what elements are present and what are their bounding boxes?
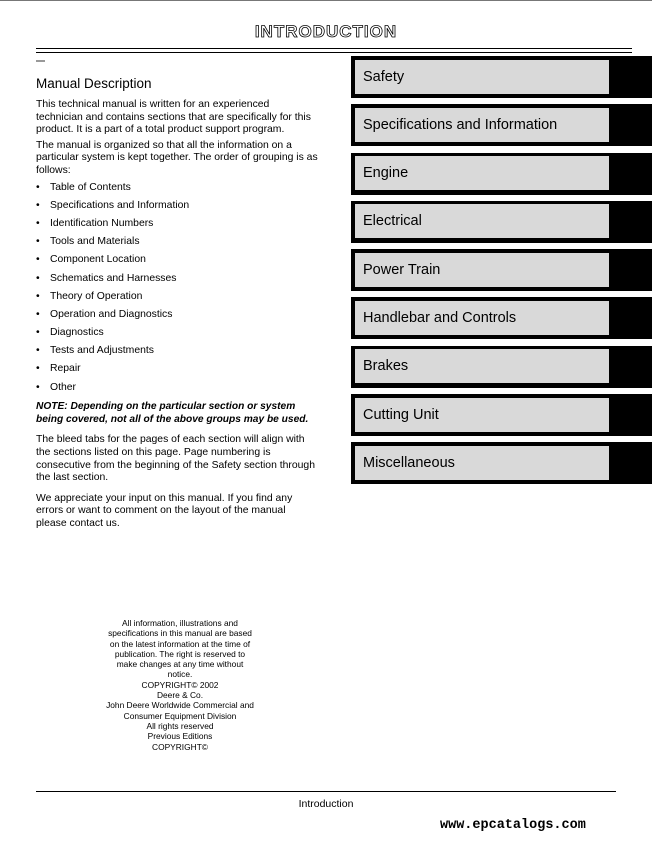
footer-rule — [36, 791, 616, 792]
copyright-line: specifications in this manual are based — [108, 628, 252, 639]
copyright-line: Consumer Equipment Division — [123, 710, 237, 721]
top-border-rule — [0, 0, 652, 1]
tab-label: Miscellaneous — [355, 446, 609, 480]
page-title: INTRODUCTION — [254, 22, 398, 41]
grouping-list — [36, 181, 318, 399]
tab-label: Power Train — [355, 253, 609, 287]
tab-label: Handlebar and Controls — [355, 301, 609, 335]
watermark-link[interactable]: www.epcatalogs.com — [440, 818, 586, 833]
tab-label: Cutting Unit — [355, 398, 609, 432]
list-item: • Diagnostics — [36, 326, 318, 344]
corner-mark — [36, 60, 45, 62]
list-item: • Other — [36, 381, 318, 399]
list-item: • Schematics and Harnesses — [36, 272, 318, 290]
footer-page-label: Introduction — [298, 798, 354, 810]
section-tab-brakes[interactable] — [351, 346, 652, 388]
tab-label: Brakes — [355, 349, 609, 383]
list-item: • Specifications and Information — [36, 199, 318, 217]
tab-label: Safety — [355, 60, 609, 94]
tab-label: Specifications and Information — [355, 108, 609, 142]
copyright-line: Deere & Co. — [156, 690, 204, 701]
manual-description-column — [36, 76, 318, 534]
organization-paragraph: The manual is organized so that all the information on a particular system is kept together. The order of grouping is as follows: — [36, 139, 318, 176]
copyright-line: All rights reserved — [146, 720, 214, 731]
list-item: • Table of Contents — [36, 181, 318, 199]
copyright-line: COPYRIGHT© — [152, 741, 208, 752]
list-item: • Tests and Adjustments — [36, 344, 318, 362]
intro-paragraph: This technical manual is written for an experienced technician and contains sections that are specifically for this product. It is a part of a total product support program. — [36, 99, 311, 136]
copyright-notice — [95, 618, 265, 752]
copyright-line: publication. The right is reserved to — [114, 648, 246, 659]
copyright-line: John Deere Worldwide Commercial and — [106, 700, 254, 711]
section-tab-electrical[interactable] — [351, 201, 652, 243]
header-rule-secondary — [36, 52, 632, 53]
section-tab-cutting-unit[interactable] — [351, 394, 652, 436]
copyright-line: make changes at any time without — [116, 659, 244, 670]
copyright-line: notice. — [167, 669, 193, 680]
list-item: • Component Location — [36, 253, 318, 271]
feedback-paragraph: We appreciate your input on this manual. If you find any errors or want to comment on the layout of the manual please contact us. — [36, 492, 293, 529]
section-tab-safety[interactable] — [351, 56, 652, 98]
section-heading: Manual Description — [36, 76, 152, 91]
bleed-tabs-paragraph: The bleed tabs for the pages of each section will align with the sections listed on this page. Page numbering is consecutive from the beginning of the Safety section through the last section. — [36, 434, 315, 484]
list-item: • Tools and Materials — [36, 235, 318, 253]
copyright-line: Previous Editions — [147, 731, 213, 742]
copyright-line: on the latest information at the time of — [109, 638, 251, 649]
tab-label: Engine — [355, 156, 609, 190]
list-item: • Theory of Operation — [36, 290, 318, 308]
tab-label: Electrical — [355, 204, 609, 238]
section-tabs — [351, 56, 652, 491]
section-tab-specifications[interactable] — [351, 104, 652, 146]
copyright-line: All information, illustrations and — [122, 618, 238, 628]
note-text: NOTE: Depending on the particular section or system being covered, not all of the above groups may be used. — [36, 400, 309, 425]
section-tab-power-train[interactable] — [351, 249, 652, 291]
list-item: • Identification Numbers — [36, 217, 318, 235]
list-item: • Repair — [36, 362, 318, 380]
copyright-line: COPYRIGHT© 2002 — [141, 679, 219, 690]
section-tab-engine[interactable] — [351, 153, 652, 195]
section-tab-miscellaneous[interactable] — [351, 442, 652, 484]
section-tab-handlebar[interactable] — [351, 297, 652, 339]
list-item: • Operation and Diagnostics — [36, 308, 318, 326]
header-rule — [36, 48, 632, 49]
